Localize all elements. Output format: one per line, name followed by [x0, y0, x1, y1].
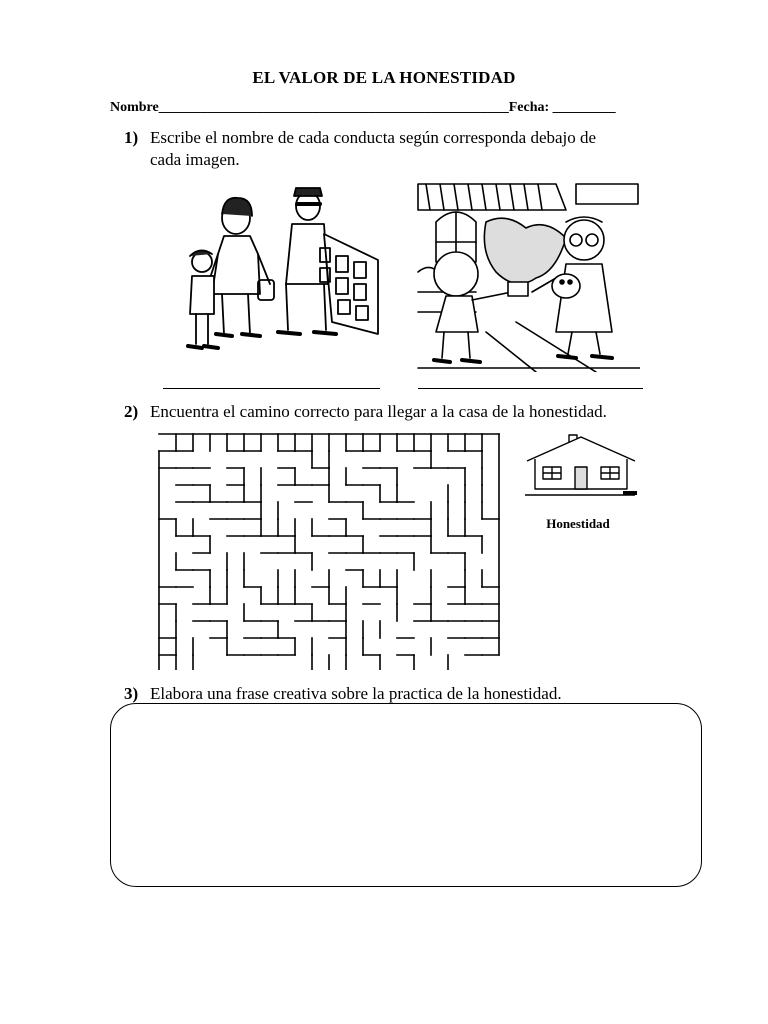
- question-1: [124, 127, 644, 171]
- question-3-number: 3): [124, 684, 139, 703]
- question-1-text-line1: Escribe el nombre de cada conducta según corresponda debajo de: [150, 128, 597, 147]
- question-2-text: Encuentra el camino correcto para llegar a la casa de la honestidad.: [150, 402, 607, 421]
- maze[interactable]: [156, 432, 504, 670]
- creative-phrase-answer-box[interactable]: [110, 703, 702, 887]
- question-3-text: Elabora una frase creativa sobre la practica de la honestidad.: [150, 684, 562, 703]
- question-2: [124, 401, 607, 423]
- house-illustration: [523, 433, 639, 499]
- vendor-scene-illustration: [178, 184, 390, 364]
- question-1-number: 1): [124, 128, 139, 147]
- answer-line-2[interactable]: [418, 388, 643, 390]
- worksheet-title: EL VALOR DE LA HONESTIDAD: [252, 68, 516, 87]
- name-date-line[interactable]: Nombre__________________________________________________Fecha: _________: [110, 100, 616, 115]
- answer-line-1[interactable]: [163, 388, 380, 390]
- question-2-number: 2): [124, 402, 139, 421]
- house-caption: Honestidad: [546, 516, 610, 531]
- question-3: [124, 683, 562, 705]
- returning-wallet-illustration: [416, 182, 640, 372]
- question-1-text-line2: cada imagen.: [150, 150, 240, 169]
